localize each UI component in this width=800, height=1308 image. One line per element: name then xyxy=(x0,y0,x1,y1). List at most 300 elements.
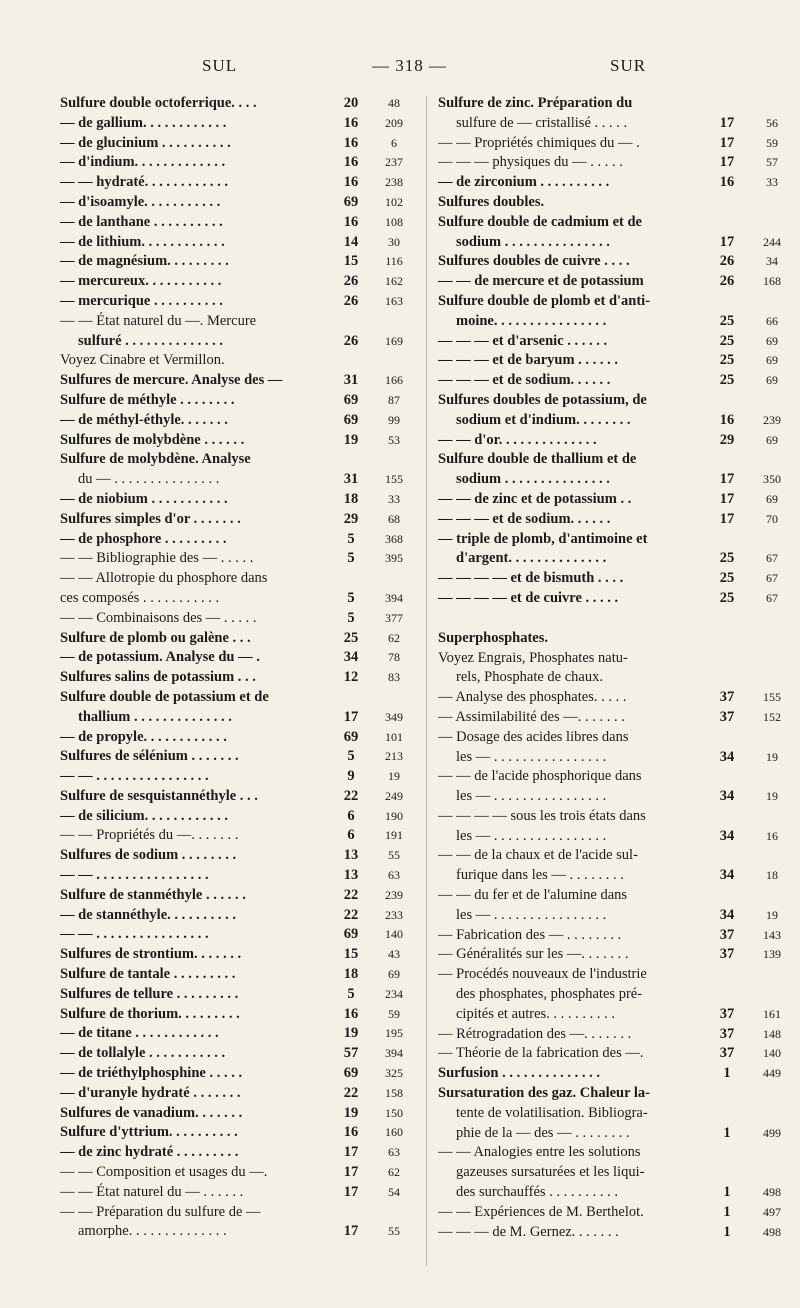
entry-volume: 17 xyxy=(343,1223,359,1240)
entry-page: 18 xyxy=(766,868,778,883)
entry-volume: 17 xyxy=(719,510,735,527)
entry-volume: 9 xyxy=(347,768,355,785)
index-entry xyxy=(438,1084,788,1104)
entry-text: — de méthyl-éthyle. . . . . . . xyxy=(60,411,228,428)
entry-text: — — . . . . . . . . . . . . . . . . xyxy=(60,867,209,884)
index-entry xyxy=(60,312,412,332)
entry-text: — — d'or. . . . . . . . . . . . . . xyxy=(438,431,597,448)
index-entry xyxy=(60,272,412,292)
entry-volume: 31 xyxy=(343,372,359,389)
entry-volume: 16 xyxy=(343,114,359,131)
entry-text: Sulfures de vanadium. . . . . . . xyxy=(60,1104,243,1121)
entry-page: 395 xyxy=(385,551,403,566)
entry-page: 325 xyxy=(385,1066,403,1081)
entry-text: ces composés . . . . . . . . . . . xyxy=(60,589,220,606)
index-entry xyxy=(60,826,412,846)
entry-text: — de magnésium. . . . . . . . . xyxy=(60,253,229,270)
entry-text: — d'indium. . . . . . . . . . . . . xyxy=(60,154,226,171)
index-entry xyxy=(60,1084,412,1104)
entry-text: d'argent. . . . . . . . . . . . . . xyxy=(456,550,607,567)
index-entry xyxy=(60,510,412,530)
entry-page: 190 xyxy=(385,808,403,823)
entry-text: — — . . . . . . . . . . . . . . . . xyxy=(60,768,209,785)
entry-text: — — — — sous les trois états dans xyxy=(438,807,646,824)
entry-page: 69 xyxy=(766,373,778,388)
entry-volume: 37 xyxy=(719,1025,735,1042)
right-column xyxy=(438,94,788,1242)
entry-volume: 25 xyxy=(719,332,735,349)
entry-page: 234 xyxy=(385,986,403,1001)
entry-page: 99 xyxy=(388,412,400,427)
entry-text: — — Préparation du sulfure de — xyxy=(60,1203,261,1220)
entry-page: 116 xyxy=(385,254,403,269)
entry-volume: 37 xyxy=(719,946,735,963)
entry-page: 191 xyxy=(385,828,403,843)
entry-volume: 57 xyxy=(343,1045,359,1062)
entry-text: Sulfure de plomb ou galène . . . xyxy=(60,629,251,646)
entry-text: — Assimilabilité des —. . . . . . . xyxy=(438,708,625,725)
index-entry xyxy=(438,649,788,669)
entry-volume: 26 xyxy=(719,253,735,270)
index-entry xyxy=(60,549,412,569)
entry-text: — Analyse des phosphates. . . . . xyxy=(438,689,627,706)
entry-text: — d'uranyle hydraté . . . . . . . xyxy=(60,1084,241,1101)
entry-page: 63 xyxy=(388,1145,400,1160)
entry-page: 78 xyxy=(388,650,400,665)
entry-text: — de potassium. Analyse du — . xyxy=(60,649,260,666)
entry-text: Sulfures de mercure. Analyse des — xyxy=(60,372,283,389)
entry-page: 168 xyxy=(763,274,781,289)
entry-volume: 17 xyxy=(343,708,359,725)
entry-page: 16 xyxy=(766,828,778,843)
entry-volume: 17 xyxy=(719,134,735,151)
entry-text: des phosphates, phosphates pré- xyxy=(456,986,643,1003)
entry-page: 83 xyxy=(388,670,400,685)
entry-text: — Procédés nouveaux de l'industrie xyxy=(438,966,647,983)
index-entry xyxy=(60,431,412,451)
entry-text: — Rétrogradation des —. . . . . . . xyxy=(438,1025,632,1042)
entry-text: — — — physiques du — . . . . . xyxy=(438,154,623,171)
entry-text: Sulfures doubles. xyxy=(438,193,545,210)
index-entry xyxy=(438,629,788,649)
index-entry xyxy=(438,549,788,569)
index-entry xyxy=(438,965,788,985)
entry-text: — de lanthane . . . . . . . . . . xyxy=(60,213,223,230)
entry-text: Sulfures de molybdène . . . . . . xyxy=(60,431,245,448)
entry-text: — de stannéthyle. . . . . . . . . . xyxy=(60,906,237,923)
entry-text: furique dans les — . . . . . . . . xyxy=(456,867,624,884)
index-entry xyxy=(438,1104,788,1124)
entry-volume: 17 xyxy=(343,1164,359,1181)
entry-page: 377 xyxy=(385,610,403,625)
entry-page: 394 xyxy=(385,590,403,605)
header-left: SUL xyxy=(202,56,238,75)
index-entry xyxy=(438,748,788,768)
entry-text: Sulfure de zinc. Préparation du xyxy=(438,95,633,111)
index-entry xyxy=(60,1183,412,1203)
index-entry xyxy=(60,411,412,431)
entry-page: 102 xyxy=(385,194,403,209)
entry-text: sodium . . . . . . . . . . . . . . . xyxy=(456,471,610,488)
entry-volume: 69 xyxy=(343,926,359,943)
index-entry xyxy=(438,945,788,965)
index-entry xyxy=(60,668,412,688)
index-entry xyxy=(438,94,788,114)
entry-text: — — du fer et de l'alumine dans xyxy=(438,887,628,904)
entry-page: 69 xyxy=(766,432,778,447)
index-entry xyxy=(438,866,788,886)
index-entry xyxy=(60,906,412,926)
entry-text: — Généralités sur les —. . . . . . . xyxy=(438,946,629,963)
entry-text: sulfuré . . . . . . . . . . . . . . xyxy=(78,332,223,349)
entry-page: 62 xyxy=(388,630,400,645)
index-entry xyxy=(438,490,788,510)
entry-text: — — — et de sodium. . . . . . xyxy=(438,372,611,389)
entry-text: Voyez Engrais, Phosphates natu- xyxy=(438,649,628,666)
entry-text: Sulfures de sodium . . . . . . . . xyxy=(60,847,237,864)
entry-text: Sulfure d'yttrium. . . . . . . . . . xyxy=(60,1124,238,1141)
entry-text: — de glucinium . . . . . . . . . . xyxy=(60,134,231,151)
entry-page: 150 xyxy=(385,1105,403,1120)
entry-text: rels, Phosphate de chaux. xyxy=(456,669,603,686)
entry-volume: 37 xyxy=(719,689,735,706)
entry-text: Sursaturation des gaz. Chaleur la- xyxy=(438,1085,651,1102)
index-entry xyxy=(60,1104,412,1124)
entry-page: 143 xyxy=(763,927,781,942)
entry-volume: 26 xyxy=(343,273,359,290)
entry-text: Voyez Cinabre et Vermillon. xyxy=(60,352,225,369)
entry-volume: 37 xyxy=(719,1005,735,1022)
index-entry xyxy=(60,233,412,253)
index-entry xyxy=(438,569,788,589)
index-entry xyxy=(60,965,412,985)
entry-text: — Fabrication des — . . . . . . . . xyxy=(438,926,622,943)
index-entry xyxy=(60,530,412,550)
entry-volume: 37 xyxy=(719,1045,735,1062)
entry-page: 69 xyxy=(766,353,778,368)
index-entry xyxy=(438,787,788,807)
entry-text: — de titane . . . . . . . . . . . . xyxy=(60,1025,219,1042)
entry-text: phie de la — des — . . . . . . . . xyxy=(456,1124,630,1141)
entry-volume: 22 xyxy=(343,1084,359,1101)
entry-page: 54 xyxy=(388,1184,400,1199)
entry-page: 19 xyxy=(388,769,400,784)
index-entry xyxy=(60,648,412,668)
entry-text: — — de l'acide phosphorique dans xyxy=(438,768,642,785)
entry-text: — — Allotropie du phosphore dans xyxy=(60,570,268,587)
entry-volume: 25 xyxy=(719,550,735,567)
index-entry xyxy=(60,114,412,134)
entry-volume: 69 xyxy=(343,193,359,210)
header-page-number: — 318 — xyxy=(372,56,447,75)
index-entry xyxy=(60,569,412,589)
entry-page: 69 xyxy=(388,967,400,982)
entry-page: 139 xyxy=(763,947,781,962)
entry-page: 148 xyxy=(763,1026,781,1041)
entry-text: Sulfure double octoferrique. . . . xyxy=(60,95,257,111)
entry-volume: 17 xyxy=(719,490,735,507)
entry-page: 213 xyxy=(385,749,403,764)
entry-volume: 69 xyxy=(343,1065,359,1082)
entry-volume: 5 xyxy=(347,609,355,626)
index-entry xyxy=(438,371,788,391)
entry-text: — — État naturel du — . . . . . . xyxy=(60,1183,244,1200)
entry-page: 69 xyxy=(766,333,778,348)
index-entry xyxy=(438,1064,788,1084)
entry-text: — de propyle. . . . . . . . . . . . xyxy=(60,728,227,745)
index-entry xyxy=(438,431,788,451)
entry-page: 169 xyxy=(385,333,403,348)
entry-text: — — Propriétés du —. . . . . . . xyxy=(60,827,239,844)
entry-text: — — — — et de bismuth . . . . xyxy=(438,570,624,587)
entry-text: — — Expériences de M. Berthelot. xyxy=(438,1203,644,1220)
index-entry xyxy=(438,827,788,847)
entry-text: gazeuses sursaturées et les liqui- xyxy=(456,1164,645,1181)
index-entry xyxy=(438,728,788,748)
entry-text: Sulfures doubles de potassium, de xyxy=(438,391,647,408)
entry-text: sodium et d'indium. . . . . . . . xyxy=(456,411,631,428)
entry-page: 497 xyxy=(763,1204,781,1219)
index-entry xyxy=(60,292,412,312)
entry-volume: 25 xyxy=(719,312,735,329)
entry-text: des surchauffés . . . . . . . . . . xyxy=(456,1184,619,1201)
entry-page: 6 xyxy=(391,135,397,150)
index-entry xyxy=(60,767,412,787)
index-entry xyxy=(60,866,412,886)
entry-volume: 37 xyxy=(719,708,735,725)
entry-text: Sulfures salins de potassium . . . xyxy=(60,669,256,686)
entry-page: 498 xyxy=(763,1185,781,1200)
entry-volume: 5 xyxy=(347,748,355,765)
entry-volume: 16 xyxy=(343,174,359,191)
entry-text: — — hydraté. . . . . . . . . . . . xyxy=(60,174,228,191)
entry-volume: 6 xyxy=(347,827,355,844)
index-entry xyxy=(60,1064,412,1084)
index-entry xyxy=(60,173,412,193)
entry-volume: 25 xyxy=(719,589,735,606)
entry-volume: 22 xyxy=(343,787,359,804)
index-entry xyxy=(438,1124,788,1144)
entry-page: 56 xyxy=(766,115,778,130)
entry-page: 57 xyxy=(766,155,778,170)
entry-page: 19 xyxy=(766,907,778,922)
column-divider xyxy=(426,96,427,1266)
entry-volume: 16 xyxy=(719,411,735,428)
entry-text: — — — et de baryum . . . . . . xyxy=(438,352,619,369)
entry-volume: 1 xyxy=(723,1223,731,1240)
index-entry xyxy=(60,134,412,154)
entry-page: 239 xyxy=(385,887,403,902)
entry-page: 55 xyxy=(388,1224,400,1239)
index-entry xyxy=(60,688,412,708)
index-entry xyxy=(438,1044,788,1064)
page-header xyxy=(0,56,800,82)
entry-page: 152 xyxy=(763,709,781,724)
entry-volume: 16 xyxy=(719,174,735,191)
entry-page: 244 xyxy=(763,234,781,249)
index-entry xyxy=(438,1143,788,1163)
index-entry xyxy=(60,728,412,748)
entry-text: — de zirconium . . . . . . . . . . xyxy=(438,174,610,191)
entry-page: 162 xyxy=(385,274,403,289)
entry-volume: 31 xyxy=(343,471,359,488)
entry-page: 43 xyxy=(388,947,400,962)
entry-text: — de triéthylphosphine . . . . . xyxy=(60,1065,243,1082)
entry-volume: 69 xyxy=(343,391,359,408)
entry-volume: 16 xyxy=(343,154,359,171)
entry-page: 160 xyxy=(385,1125,403,1140)
entry-text: — d'isoamyle. . . . . . . . . . . xyxy=(60,193,221,210)
entry-volume: 14 xyxy=(343,233,359,250)
entry-page: 87 xyxy=(388,392,400,407)
entry-volume: 26 xyxy=(719,273,735,290)
entry-text: Sulfure de thorium. . . . . . . . . xyxy=(60,1005,240,1022)
entry-text: Sulfure de méthyle . . . . . . . . xyxy=(60,391,235,408)
entry-volume: 26 xyxy=(343,332,359,349)
index-entry xyxy=(438,213,788,233)
entry-page: 55 xyxy=(388,848,400,863)
entry-text: tente de volatilisation. Bibliogra- xyxy=(456,1104,648,1121)
entry-text: Sulfure double de cadmium et de xyxy=(438,213,642,230)
entry-volume: 20 xyxy=(343,95,359,111)
index-entry xyxy=(60,1123,412,1143)
entry-page: 53 xyxy=(388,432,400,447)
index-entry xyxy=(438,312,788,332)
index-entry xyxy=(438,510,788,530)
index-entry xyxy=(438,411,788,431)
index-entry xyxy=(438,708,788,728)
index-entry xyxy=(438,1005,788,1025)
index-entry xyxy=(438,391,788,411)
index-entry xyxy=(60,94,412,114)
index-entry xyxy=(60,787,412,807)
entry-page: 163 xyxy=(385,293,403,308)
entry-volume: 5 xyxy=(347,550,355,567)
index-entry xyxy=(60,807,412,827)
index-entry xyxy=(60,886,412,906)
entry-page: 238 xyxy=(385,175,403,190)
entry-page: 499 xyxy=(763,1125,781,1140)
entry-volume: 17 xyxy=(343,1144,359,1161)
entry-text: — — de mercure et de potassium xyxy=(438,273,644,290)
entry-text: les — . . . . . . . . . . . . . . . . xyxy=(456,906,607,923)
index-entry xyxy=(438,134,788,154)
entry-text: Superphosphates. xyxy=(438,629,548,646)
entry-volume: 34 xyxy=(719,748,735,765)
entry-volume: 17 xyxy=(719,233,735,250)
entry-page: 19 xyxy=(766,789,778,804)
entry-page: 67 xyxy=(766,571,778,586)
entry-text: les — . . . . . . . . . . . . . . . . xyxy=(456,788,607,805)
entry-text: Sulfure de sesquistannéthyle . . . xyxy=(60,787,258,804)
entry-text: — mercureux. . . . . . . . . . . xyxy=(60,273,222,290)
entry-page: 449 xyxy=(763,1066,781,1081)
entry-page: 48 xyxy=(388,96,400,110)
index-entry xyxy=(438,272,788,292)
entry-page: 233 xyxy=(385,907,403,922)
entry-page: 349 xyxy=(385,709,403,724)
index-entry xyxy=(60,846,412,866)
entry-volume: 25 xyxy=(719,372,735,389)
entry-text: — — Propriétés chimiques du — . xyxy=(438,134,640,151)
index-entry xyxy=(438,1223,788,1243)
entry-page: 59 xyxy=(388,1006,400,1021)
entry-text: Sulfure de molybdène. Analyse xyxy=(60,451,251,468)
entry-text: Surfusion . . . . . . . . . . . . . . xyxy=(438,1065,600,1082)
entry-volume: 25 xyxy=(719,570,735,587)
entry-text: Sulfure double de plomb et d'anti- xyxy=(438,292,651,309)
entry-volume: 26 xyxy=(343,292,359,309)
entry-text: amorphe. . . . . . . . . . . . . . xyxy=(78,1223,227,1240)
entry-page: 59 xyxy=(766,135,778,150)
entry-text: — Théorie de la fabrication des —. xyxy=(438,1045,644,1062)
index-entry xyxy=(438,906,788,926)
index-entry xyxy=(438,846,788,866)
entry-text: — — État naturel du —. Mercure xyxy=(60,312,257,329)
index-entry xyxy=(60,332,412,352)
entry-page: 155 xyxy=(763,690,781,705)
index-entry xyxy=(60,371,412,391)
entry-volume: 34 xyxy=(719,906,735,923)
entry-page: 209 xyxy=(385,115,403,130)
entry-volume: 34 xyxy=(343,649,359,666)
entry-volume: 69 xyxy=(343,728,359,745)
entry-text: Sulfures de tellure . . . . . . . . . xyxy=(60,985,239,1002)
index-entry xyxy=(438,985,788,1005)
entry-page: 67 xyxy=(766,551,778,566)
index-entry xyxy=(60,1005,412,1025)
index-entry xyxy=(60,351,412,371)
index-entry xyxy=(60,450,412,470)
entry-volume: 25 xyxy=(719,352,735,369)
entry-volume: 22 xyxy=(343,906,359,923)
index-entry xyxy=(438,886,788,906)
entry-page: 33 xyxy=(766,175,778,190)
entry-text: Sulfure de stanméthyle . . . . . . xyxy=(60,886,246,903)
entry-page: 33 xyxy=(388,491,400,506)
entry-text: — de phosphore . . . . . . . . . xyxy=(60,530,227,547)
index-entry xyxy=(60,925,412,945)
entry-text: — — — et d'arsenic . . . . . . xyxy=(438,332,608,349)
entry-page: 237 xyxy=(385,155,403,170)
entry-page: 195 xyxy=(385,1026,403,1041)
entry-volume: 5 xyxy=(347,589,355,606)
entry-text: cipités et autres. . . . . . . . . . xyxy=(456,1005,616,1022)
entry-page: 161 xyxy=(763,1006,781,1021)
index-entry xyxy=(60,153,412,173)
entry-text: — — . . . . . . . . . . . . . . . . xyxy=(60,926,209,943)
entry-text: — de silicium. . . . . . . . . . . . xyxy=(60,807,228,824)
entry-text: sulfure de — cristallisé . . . . . xyxy=(456,114,628,131)
entry-text: Sulfures simples d'or . . . . . . . xyxy=(60,510,241,527)
entry-page: 68 xyxy=(388,511,400,526)
index-entry xyxy=(438,807,788,827)
entry-volume: 16 xyxy=(343,213,359,230)
entry-volume: 6 xyxy=(347,807,355,824)
entry-text: — triple de plomb, d'antimoine et xyxy=(438,530,648,547)
index-entry xyxy=(60,985,412,1005)
entry-text: Sulfures de sélénium . . . . . . . xyxy=(60,748,239,765)
entry-volume: 34 xyxy=(719,827,735,844)
index-entry xyxy=(60,747,412,767)
entry-volume: 15 xyxy=(343,253,359,270)
entry-volume: 18 xyxy=(343,490,359,507)
index-entry xyxy=(60,1024,412,1044)
index-entry xyxy=(438,589,788,609)
entry-text: — de niobium . . . . . . . . . . . xyxy=(60,490,228,507)
entry-volume: 22 xyxy=(343,886,359,903)
index-entry xyxy=(60,945,412,965)
